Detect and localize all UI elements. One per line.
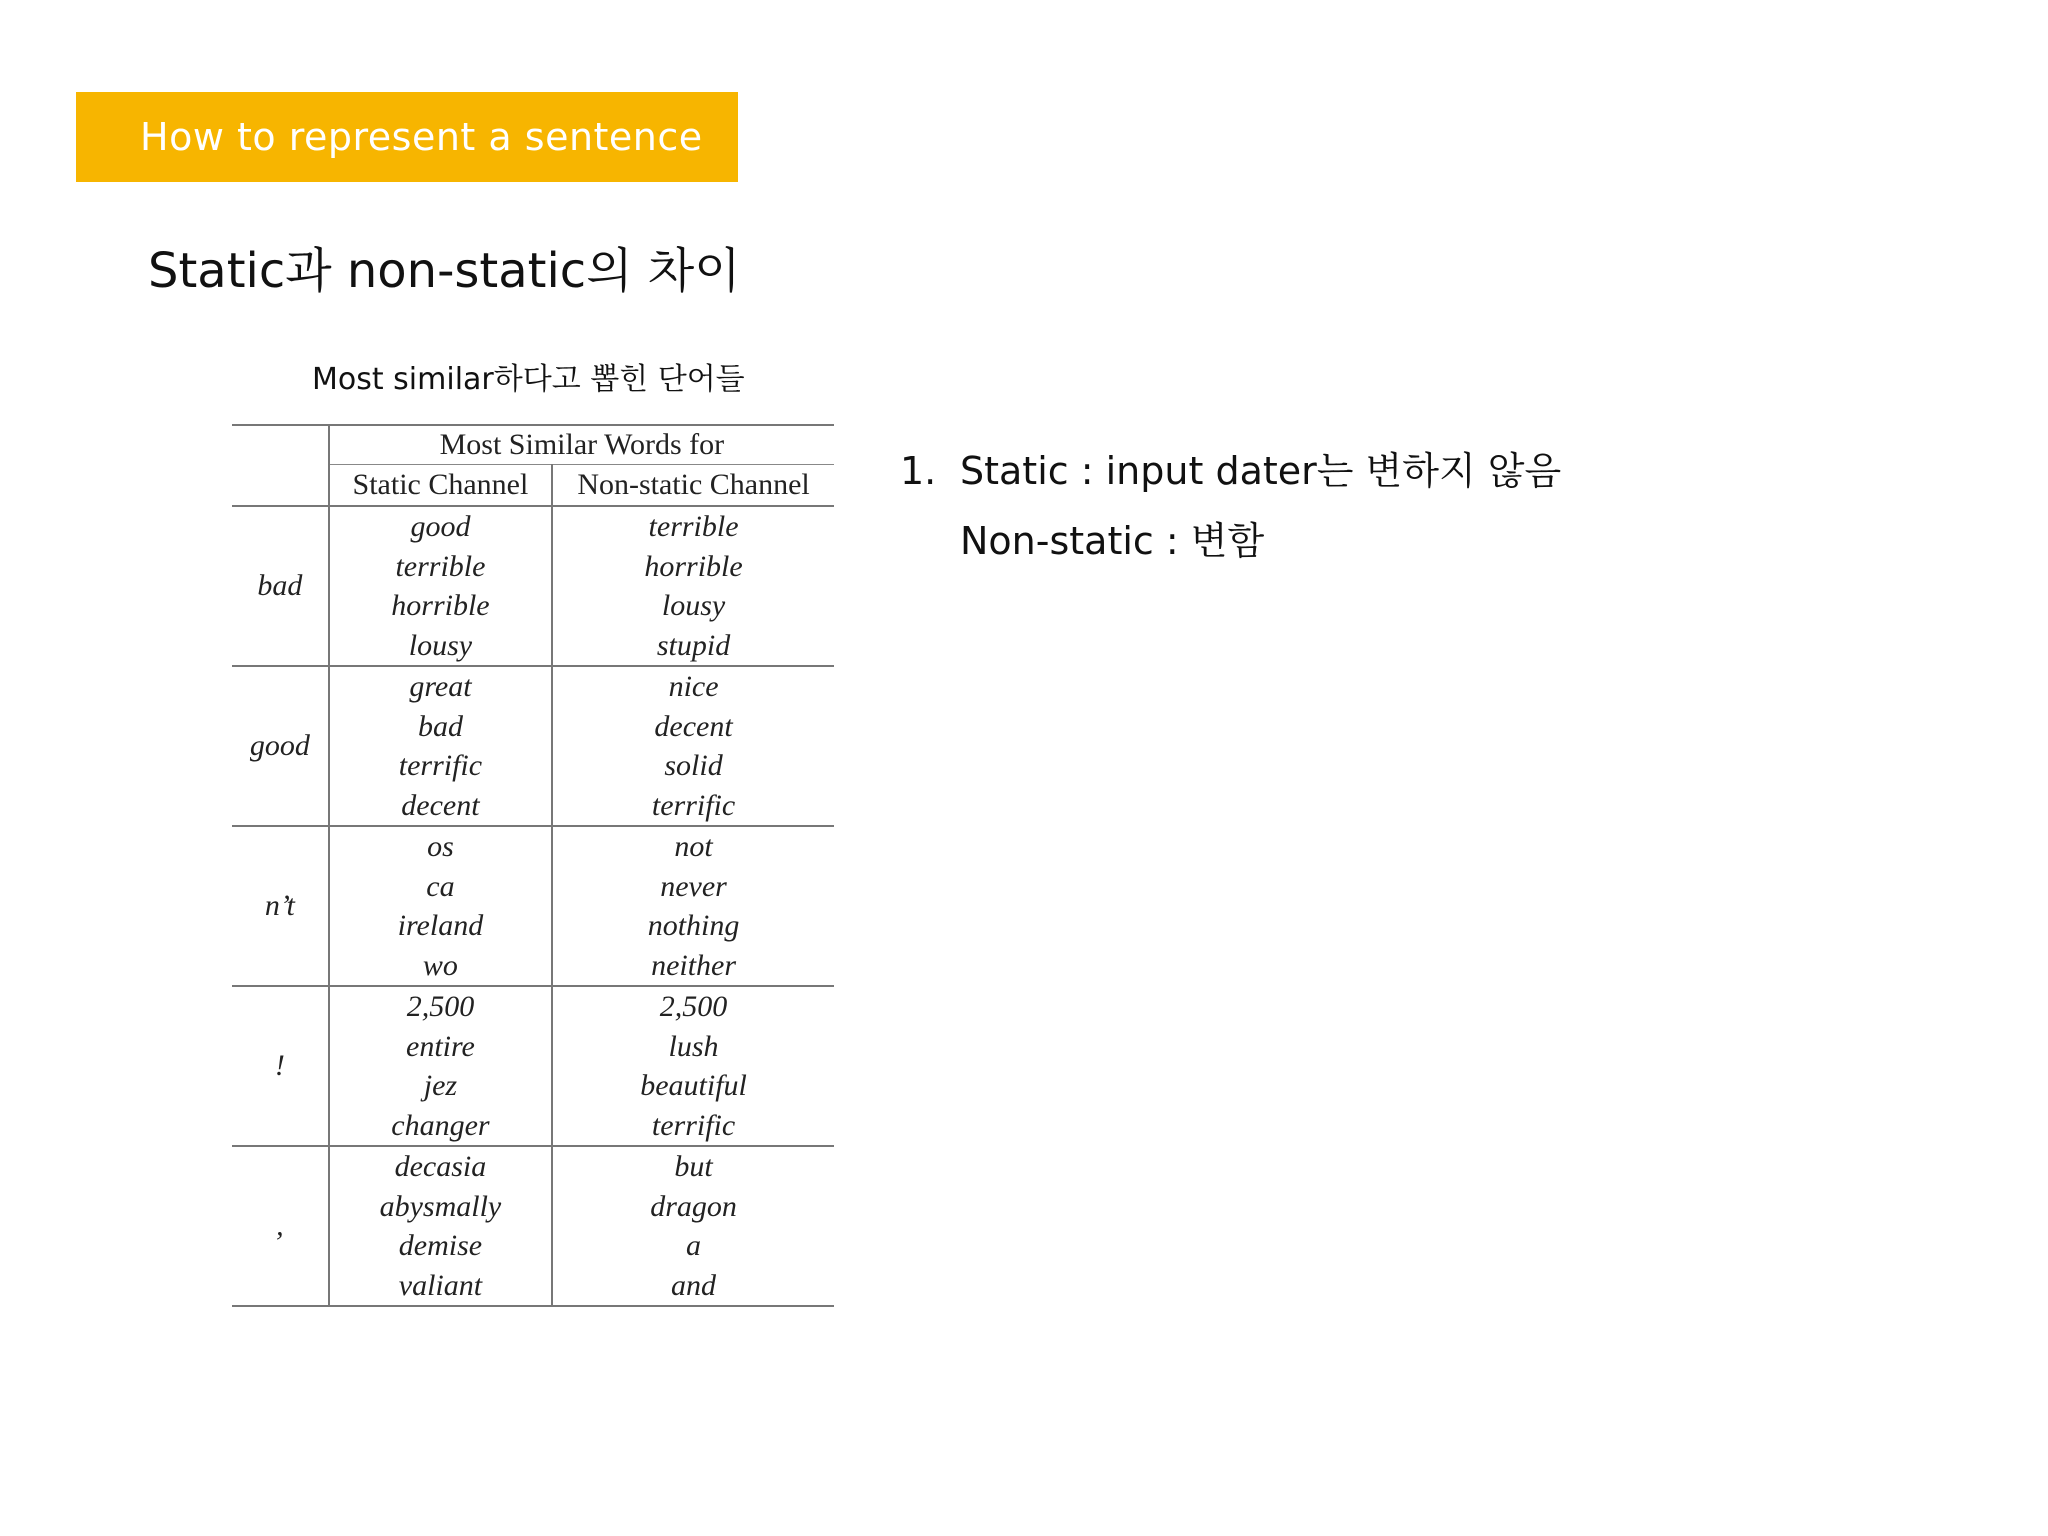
column-header-nonstatic: Non-static Channel (552, 465, 834, 507)
slide-title: Static과 non-static의 차이 (148, 243, 741, 299)
static-word-cell: changer (329, 1106, 552, 1147)
notes-list (900, 440, 1561, 580)
static-word-cell: ca (329, 867, 552, 907)
static-word-cell: terrible (329, 547, 552, 587)
nonstatic-word-cell: solid (552, 746, 834, 786)
static-word-cell: abysmally (329, 1187, 552, 1227)
row-header-word: , (232, 1146, 329, 1306)
static-word-cell: os (329, 826, 552, 867)
static-word-cell: decent (329, 786, 552, 827)
nonstatic-word-cell: not (552, 826, 834, 867)
note-number: 1. (900, 449, 937, 493)
static-word-cell: 2,500 (329, 986, 552, 1027)
nonstatic-word-cell: terrible (552, 506, 834, 547)
nonstatic-word-cell: a (552, 1226, 834, 1266)
table-row (232, 1146, 834, 1187)
static-word-cell: great (329, 666, 552, 707)
row-header-word: ! (232, 986, 329, 1146)
static-word-cell: jez (329, 1066, 552, 1106)
nonstatic-word-cell: lush (552, 1027, 834, 1067)
banner-text: How to represent a sentence (140, 115, 703, 159)
column-header-static: Static Channel (329, 465, 552, 507)
table-caption: Most similar하다고 뽑힌 단어들 (312, 362, 745, 397)
nonstatic-word-cell: horrible (552, 547, 834, 587)
static-word-cell: bad (329, 707, 552, 747)
nonstatic-word-cell: neither (552, 946, 834, 987)
table-row (232, 506, 834, 547)
note-static-text: Static : input dater는 변하지 않음 (960, 449, 1562, 493)
note-subitem (900, 510, 1561, 580)
static-word-cell: decasia (329, 1146, 552, 1187)
note-nonstatic-text: Non-static : 변함 (960, 519, 1265, 563)
nonstatic-word-cell: lousy (552, 586, 834, 626)
static-word-cell: wo (329, 946, 552, 987)
nonstatic-word-cell: never (552, 867, 834, 907)
table-row (232, 666, 834, 707)
similar-words-table (232, 424, 834, 1307)
row-header-word: n’t (232, 826, 329, 986)
static-word-cell: lousy (329, 626, 552, 667)
nonstatic-word-cell: nothing (552, 906, 834, 946)
nonstatic-word-cell: dragon (552, 1187, 834, 1227)
static-word-cell: demise (329, 1226, 552, 1266)
static-word-cell: horrible (329, 586, 552, 626)
static-word-cell: entire (329, 1027, 552, 1067)
table-row (232, 826, 834, 867)
table-row (232, 986, 834, 1027)
nonstatic-word-cell: stupid (552, 626, 834, 667)
nonstatic-word-cell: terrific (552, 1106, 834, 1147)
table-group-header: Most Similar Words for (329, 425, 834, 465)
static-word-cell: valiant (329, 1266, 552, 1307)
static-word-cell: terrific (329, 746, 552, 786)
nonstatic-word-cell: beautiful (552, 1066, 834, 1106)
nonstatic-word-cell: 2,500 (552, 986, 834, 1027)
nonstatic-word-cell: and (552, 1266, 834, 1307)
section-banner (76, 92, 738, 182)
note-item (900, 440, 1561, 510)
static-word-cell: good (329, 506, 552, 547)
static-word-cell: ireland (329, 906, 552, 946)
table-corner-cell (232, 425, 329, 506)
nonstatic-word-cell: nice (552, 666, 834, 707)
nonstatic-word-cell: but (552, 1146, 834, 1187)
row-header-word: bad (232, 506, 329, 666)
nonstatic-word-cell: terrific (552, 786, 834, 827)
row-header-word: good (232, 666, 329, 826)
nonstatic-word-cell: decent (552, 707, 834, 747)
table-body (232, 506, 834, 1306)
